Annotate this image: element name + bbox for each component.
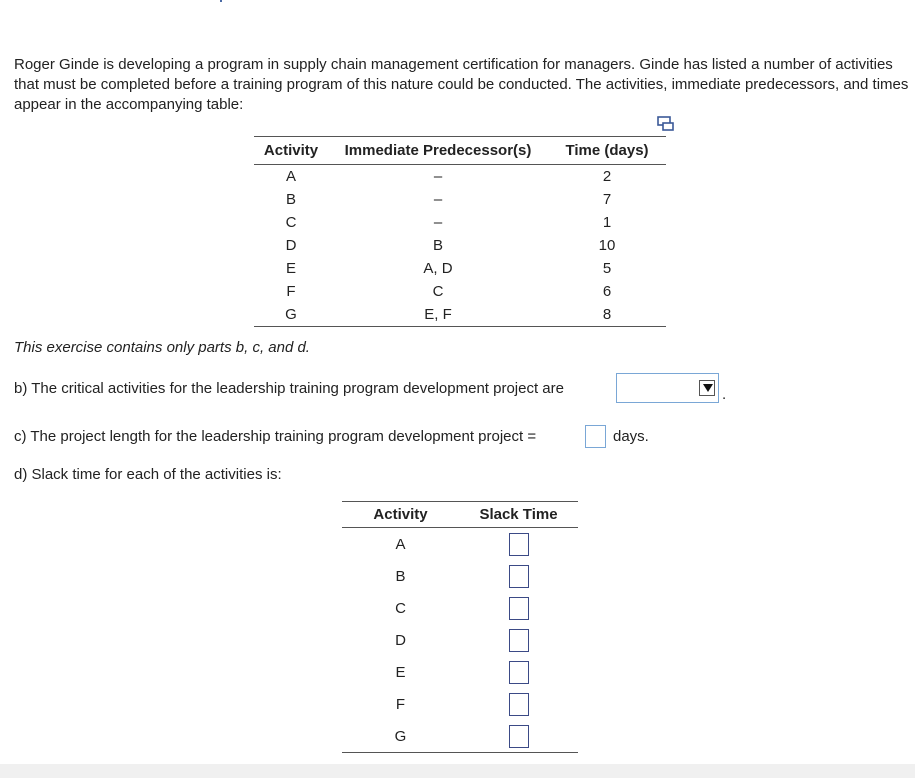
time-cell: 8 [602,306,612,323]
activity-cell: F [395,695,406,713]
table-row [254,280,666,303]
activity-cell: E [395,663,406,681]
activity-cell: F [286,283,296,300]
table-row [342,720,578,753]
question-b-period: . [722,386,727,403]
slack-table [342,501,578,753]
table-row [254,165,666,189]
table-row [342,688,578,720]
question-c-text: c) The project length for the leadership training program development project = [14,428,537,445]
exercise-note: This exercise contains only parts b, c, and d. [14,339,310,356]
header-slack-time: Slack Time [479,506,558,523]
header-activity: Activity [373,506,428,523]
question-d-text: d) Slack time for each of the activities is: [14,466,282,483]
time-cell: 7 [602,191,612,208]
time-cell: 1 [602,214,612,231]
time-cell: 2 [602,168,612,185]
time-cell: 6 [602,283,612,300]
activity-cell: D [395,631,406,649]
copy-table-icon[interactable] [657,116,675,132]
table-row [342,624,578,656]
header-predecessors: Immediate Predecessor(s) [344,142,532,159]
slack-input-c[interactable] [509,597,529,620]
activity-table-header [254,137,666,165]
table-row [254,303,666,327]
slack-table-header [342,502,578,528]
time-cell: 10 [598,237,616,254]
dropdown-arrow-icon[interactable] [699,380,715,396]
activity-cell: G [394,727,407,745]
predecessor-cell: – [433,214,443,231]
header-time: Time (days) [565,142,649,159]
table-row [254,188,666,211]
slack-input-a[interactable] [509,533,529,556]
activity-cell: B [395,567,406,585]
slack-input-f[interactable] [509,693,529,716]
table-row [342,592,578,624]
time-cell: 5 [602,260,612,277]
top-marker [220,0,222,2]
activity-cell: C [285,214,297,231]
table-row [342,656,578,688]
slack-input-g[interactable] [509,725,529,748]
activity-table [254,136,666,327]
header-activity: Activity [263,142,319,159]
activity-cell: A [285,168,296,185]
table-row [254,257,666,280]
question-b-text: b) The critical activities for the leadership training program development project are [14,380,564,397]
table-row [342,528,578,561]
slack-input-e[interactable] [509,661,529,684]
activity-cell: A [395,535,406,553]
predecessor-cell: – [433,191,443,208]
table-row [254,211,666,234]
activity-cell: B [285,191,296,208]
table-row [342,560,578,592]
project-length-input[interactable] [585,425,606,448]
bottom-bar [0,764,915,778]
predecessor-cell: – [433,168,443,185]
project-length-unit: days. [613,428,649,445]
activity-cell: G [285,306,297,323]
slack-input-d[interactable] [509,629,529,652]
activity-cell: D [285,237,297,254]
predecessor-cell: B [432,237,443,254]
problem-intro: Roger Ginde is developing a program in supply chain management certification for managers. Ginde has listed a number of activities that must be completed before a training program of this nature could be conducted. The activities, immediate predecessors, and times appear in the accompanying table: [14,56,909,113]
predecessor-cell: C [432,283,444,300]
activity-cell: E [285,260,296,277]
predecessor-cell: A, D [423,260,453,277]
activity-cell: C [395,599,406,617]
table-row [254,234,666,257]
predecessor-cell: E, F [424,306,452,323]
critical-activities-dropdown[interactable] [616,373,719,403]
slack-input-b[interactable] [509,565,529,588]
